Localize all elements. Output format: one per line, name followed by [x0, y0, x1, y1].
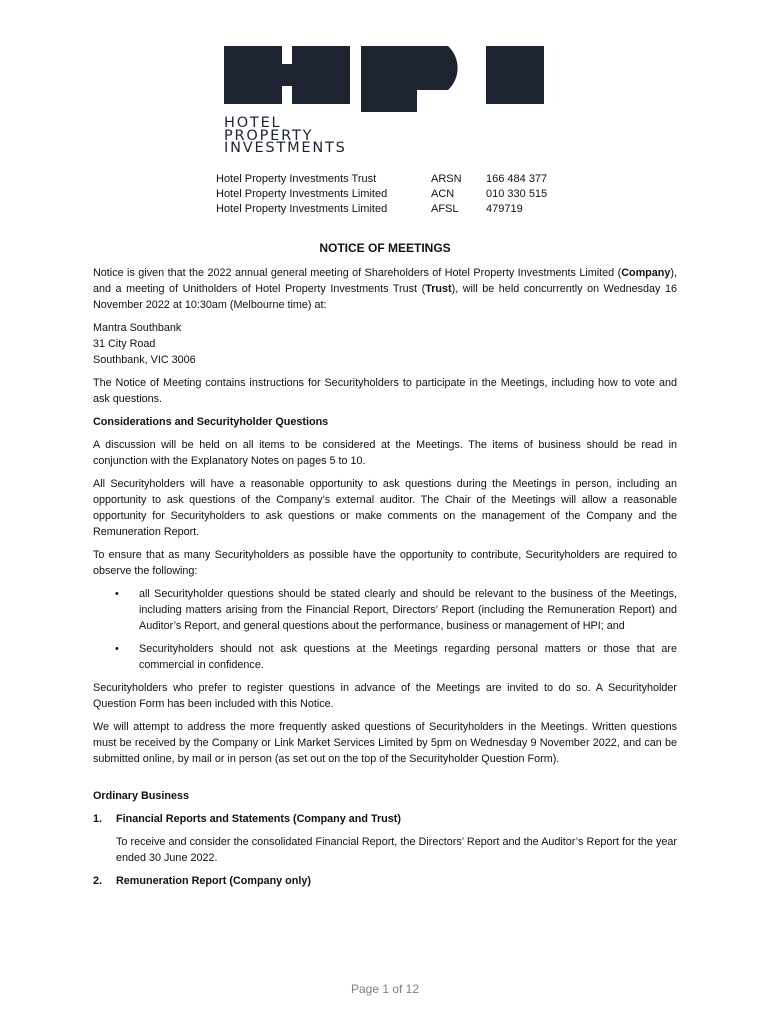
item-number: 1.: [93, 813, 103, 825]
considerations-heading: Considerations and Securityholder Questions: [93, 416, 329, 428]
question-rules-list: [93, 586, 677, 673]
item-number: 2.: [93, 875, 103, 887]
entity-name: Hotel Property Investments Limited: [216, 188, 388, 200]
page-number: Page 1 of 12: [350, 982, 420, 996]
ensure-paragraph: To ensure that as many Securityholders as possible have the opportunity to contribute, Securityholders are required to observe the following:: [93, 549, 677, 577]
identifier-row: [216, 202, 566, 217]
discussion-paragraph: A discussion will be held on all items to be considered at the Meetings. The items of business should be read in conjunction with the Explanatory Notes on pages 5 to 10.: [93, 439, 677, 467]
hpi-logo-mark: [224, 42, 546, 112]
list-item: • all Securityholder questions should be stated clearly and should be relevant to the business of the Meetings, including matters arising from the Financial Report, Directors’ Report (including the Remuneration Report) and Auditor’s Report, and general questions about the performance, business or management of HPI; and: [115, 588, 677, 632]
register-paragraph: Securityholders who prefer to register questions in advance of the Meetings are invited to do so. A Securityholder Question Form has been included with this Notice.: [93, 682, 677, 710]
identifier-type: ARSN: [431, 173, 462, 185]
notice-body: [93, 265, 677, 896]
address-line: Southbank, VIC 3006: [93, 354, 196, 366]
identifier-number: 166 484 377: [486, 173, 548, 185]
company-term: Company: [621, 267, 671, 279]
identifier-number: 479719: [486, 203, 523, 215]
identifier-row: [216, 172, 566, 187]
bullet-icon: •: [115, 643, 119, 655]
instructions-paragraph: The Notice of Meeting contains instructions for Securityholders to participate in the Meetings, including how to vote and ask questions.: [93, 377, 677, 405]
item-title: Financial Reports and Statements (Company and Trust): [116, 813, 401, 825]
address-line: 31 City Road: [93, 338, 156, 350]
item-description: To receive and consider the consolidated Financial Report, the Directors’ Report and the Auditor’s Report for the year ended 30 June 2022.: [116, 836, 677, 864]
bullet-icon: •: [115, 588, 119, 600]
opportunity-paragraph: All Securityholders will have a reasonable opportunity to ask questions during the Meetings in person, including an opportunity to ask questions of the Company’s external auditor. The Chair of the Meetings will allow a reasonable opportunity for Securityholders to ask questions or make comments on the management of the Company and the Remuneration Report.: [93, 478, 677, 538]
ordinary-business-heading: Ordinary Business: [93, 790, 190, 802]
meeting-address: [93, 320, 677, 368]
logo-line-investments: INVESTMENTS: [224, 140, 347, 156]
business-item: [93, 873, 677, 889]
page-title: NOTICE OF MEETINGS: [319, 241, 451, 255]
intro-paragraph: Notice is given that the 2022 annual general meeting of Shareholders of Hotel Property Investments Limited (Company), and a meeting of Unitholders of Hotel Property Investments Trust (Trust), will be held concurrently on Wednesday 16 November 2022 at 10:30am (Melbourne time) at:: [93, 267, 677, 311]
entity-name: Hotel Property Investments Limited: [216, 203, 388, 215]
logo-line-property: PROPERTY: [224, 127, 314, 144]
address-line: Mantra Southbank: [93, 322, 182, 334]
item-title: Remuneration Report (Company only): [116, 875, 311, 887]
entity-identifiers: [216, 172, 566, 217]
logo-line-hotel: HOTEL: [224, 115, 282, 131]
trust-term: Trust: [425, 283, 452, 295]
identifier-number: 010 330 515: [486, 188, 548, 200]
identifier-type: ACN: [431, 188, 455, 200]
business-item: [93, 811, 677, 827]
attempt-paragraph: We will attempt to address the more frequently asked questions of Securityholders in the Meetings. Written questions must be received by the Company or Link Market Services Limited by 5pm on Wednesday 9 November 2022, and can be submitted online, by mail or in person (as set out on the top of the Securityholder Question Form).: [93, 721, 677, 765]
list-item: • Securityholders should not ask questions at the Meetings regarding personal matters or those that are commercial in confidence.: [115, 643, 677, 671]
entity-name: Hotel Property Investments Trust: [216, 173, 377, 185]
identifier-row: [216, 187, 566, 202]
hpi-logo: [224, 42, 546, 157]
identifier-type: AFSL: [431, 203, 459, 215]
